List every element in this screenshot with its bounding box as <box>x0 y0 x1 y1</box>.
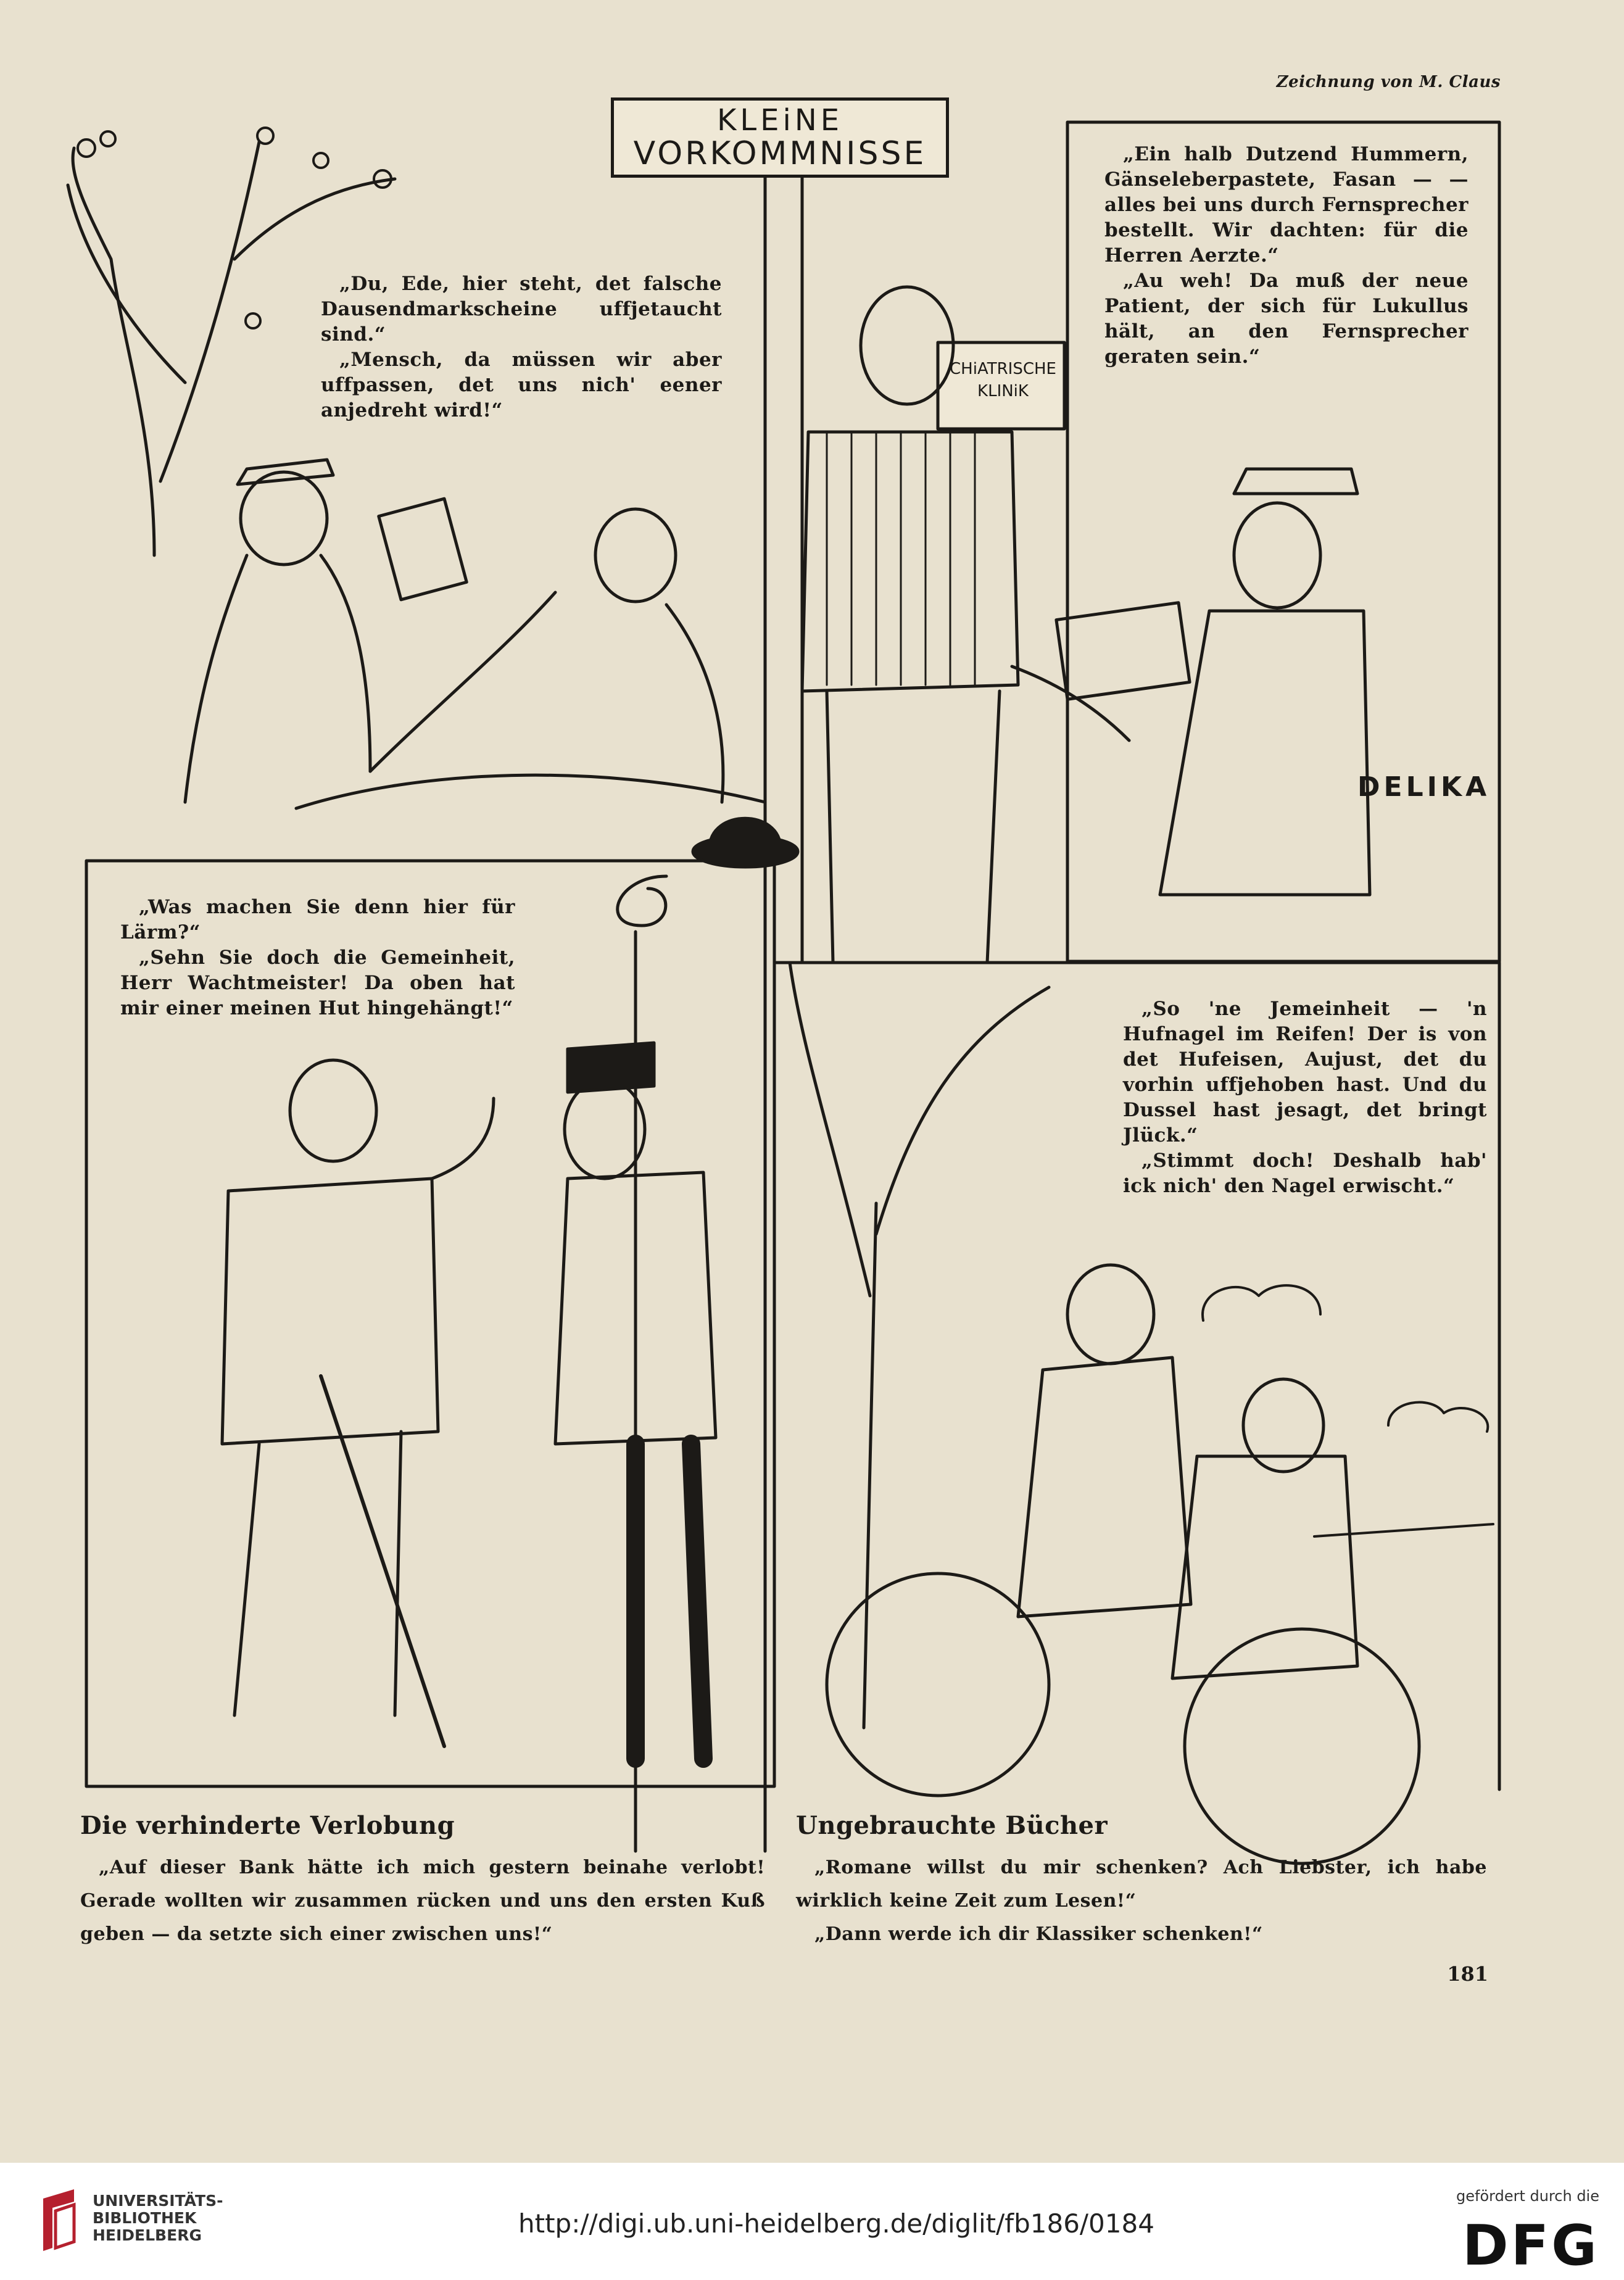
caption-line: „Du, Ede, hier steht, det falsche Dausendmarkscheine uffjetaucht sind.“ <box>321 273 722 346</box>
man-with-cane <box>222 1060 494 1746</box>
library-line: BIBLIOTHEK <box>93 2209 197 2227</box>
tramp-right <box>296 509 765 808</box>
library-line: HEIDELBERG <box>93 2226 202 2244</box>
caption-bottom-left <box>120 895 515 1021</box>
article-heading: Ungebrauchte Bücher <box>796 1811 1108 1840</box>
permalink-url[interactable]: http://digi.ub.uni-heidelberg.de/diglit/fb186/0184 <box>518 2208 1154 2239</box>
bowler-hat <box>618 818 798 926</box>
clinic-sign-text <box>943 358 1063 402</box>
caption-line: „So 'ne Jemeinheit — 'n Hufnagel im Reifen! Der is von det Hufeisen, Aujust, det du vorhin uffjehoben hast. Und du Dussel hast jesagt, det bringt Jlück.“ <box>1123 998 1487 1146</box>
caption-line: „Stimmt doch! Deshalb hab' ick nich' den Nagel erwischt.“ <box>1123 1150 1487 1197</box>
article-body <box>796 1851 1487 1951</box>
article-paragraph: „Dann werde ich dir Klassiker schenken!“ <box>814 1923 1263 1945</box>
digitization-footer <box>0 2163 1624 2280</box>
title-sign <box>611 97 949 178</box>
clinic-sign-line1: CHiATRISCHE <box>950 360 1056 378</box>
tramp-left <box>185 460 466 802</box>
article-heading: Die verhinderte Verlobung <box>80 1811 455 1840</box>
title-sign-line1: KLEiNE <box>716 103 843 138</box>
delika-wall-lettering: DELIKA <box>1357 771 1491 803</box>
caption-line: „Au weh! Da muß der neue Patient, der sich für Lukullus hält, an den Fernsprecher geraten sein.“ <box>1104 270 1469 368</box>
tree-bottom-right <box>790 963 1049 1728</box>
horizon <box>1314 1524 1493 1536</box>
caption-top-right <box>1104 142 1469 370</box>
artist-credit: Zeichnung von M. Claus <box>1276 73 1501 91</box>
caption-bottom-right <box>1123 997 1487 1199</box>
library-line: UNIVERSITÄTS- <box>93 2192 223 2210</box>
caption-line: „Was machen Sie denn hier für Lärm?“ <box>120 896 515 943</box>
funding-note: gefördert durch die <box>1456 2187 1599 2205</box>
article-paragraph: „Auf dieser Bank hätte ich mich gestern beinahe verlobt! Gerade wollten wir zusammen rücken und uns den ersten Kuß geben — da setzte sich einer zwischen uns!“ <box>80 1857 765 1945</box>
delivery-man <box>1056 469 1370 895</box>
library-name <box>93 2192 223 2244</box>
clinic-sign-line2: KLINiK <box>977 382 1029 400</box>
university-library-logo-icon <box>37 2186 80 2254</box>
cyclists <box>827 1265 1419 1863</box>
article-paragraph: „Romane willst du mir schenken? Ach Liebster, ich habe wirklich keine Zeit zum Lesen!“ <box>796 1857 1487 1912</box>
caption-top-left <box>321 272 722 423</box>
title-sign-line2: VORKOMMNISSE <box>633 135 927 172</box>
dfg-logo: DFG <box>1462 2213 1599 2278</box>
caption-line: „Ein halb Dutzend Hummern, Gänseleberpastete, Fasan — — alles bei uns durch Fernsprecher bestellt. Wir dachten: für die Herren Aerzte.“ <box>1104 143 1469 267</box>
caption-line: „Mensch, da müssen wir aber uffpassen, det uns nich' eener anjedreht wird!“ <box>321 349 722 421</box>
article-body <box>80 1851 765 1951</box>
page-number: 181 <box>1447 1962 1488 1986</box>
caption-line: „Sehn Sie doch die Gemeinheit, Herr Wachtmeister! Da oben hat mir einer meinen Hut hingehängt!“ <box>120 947 515 1019</box>
